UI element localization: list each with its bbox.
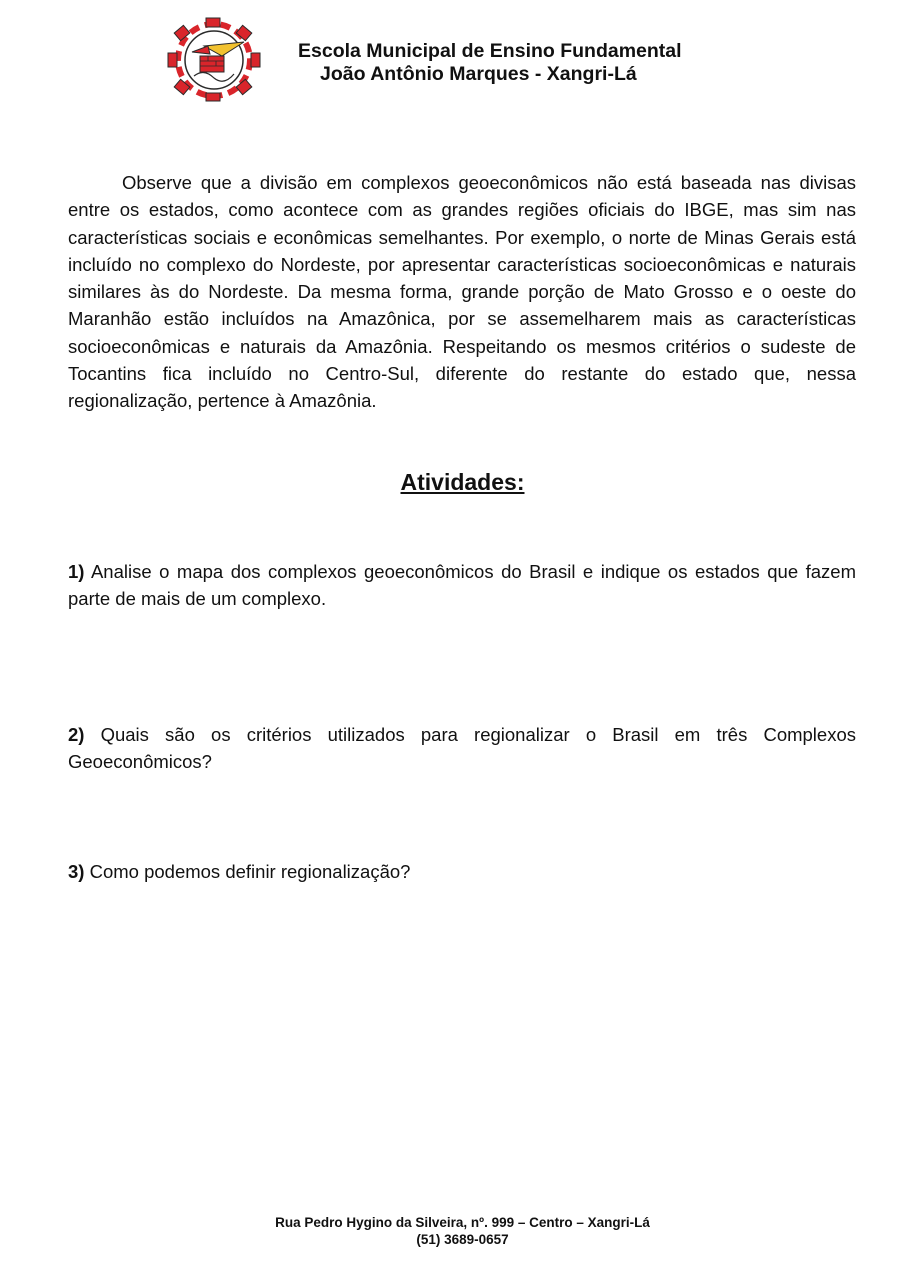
footer-address: Rua Pedro Hygino da Silveira, nº. 999 – Centro – Xangri-Lá bbox=[275, 1215, 650, 1230]
intro-paragraph: Observe que a divisão em complexos geoeconômicos não está baseada nas divisas entre os estados, como acontece com as grandes regiões oficiais do IBGE, mas sim nas características sociais e econômicas semelhantes. Por exemplo, o norte de Minas Gerais está incluído no complexo do Nordeste, por apresentar características socioeconômicas e naturais similares às do Nordeste. Da mesma forma, grande porção de Mato Grosso e o oeste do Maranhão estão incluídos na Amazônica, por se assemelharem mais as características socioeconômicas e naturais da Amazônia. Respeitando os mesmos critérios o sudeste de Tocantins fica incluído no Centro-Sul, diferente do restante do estado que, nessa regionalização, pertence à Amazônia. bbox=[68, 172, 856, 412]
footer-phone: (51) 3689-0657 bbox=[416, 1232, 509, 1247]
school-subtitle: João Antônio Marques - Xangri-Lá bbox=[320, 63, 637, 85]
question-number: 1) bbox=[68, 561, 85, 582]
school-header bbox=[290, 40, 730, 86]
question-text: Como podemos definir regionalização? bbox=[89, 861, 411, 882]
question-number: 2) bbox=[68, 724, 85, 745]
question-1 bbox=[68, 558, 856, 613]
page-footer bbox=[0, 1214, 905, 1248]
question-text: Analise o mapa dos complexos geoeconômicos do Brasil e indique os estados que fazem parte de mais de um complexo. bbox=[68, 561, 857, 610]
activities-title: Atividades: bbox=[400, 469, 525, 495]
school-name: Escola Municipal de Ensino Fundamental bbox=[298, 40, 682, 62]
question-text: Quais são os critérios utilizados para regionalizar o Brasil em três Complexos Geoeconômicos? bbox=[68, 724, 856, 773]
question-3 bbox=[68, 858, 856, 885]
question-number: 3) bbox=[68, 861, 85, 882]
question-2 bbox=[68, 721, 856, 776]
school-logo-icon bbox=[164, 16, 264, 102]
